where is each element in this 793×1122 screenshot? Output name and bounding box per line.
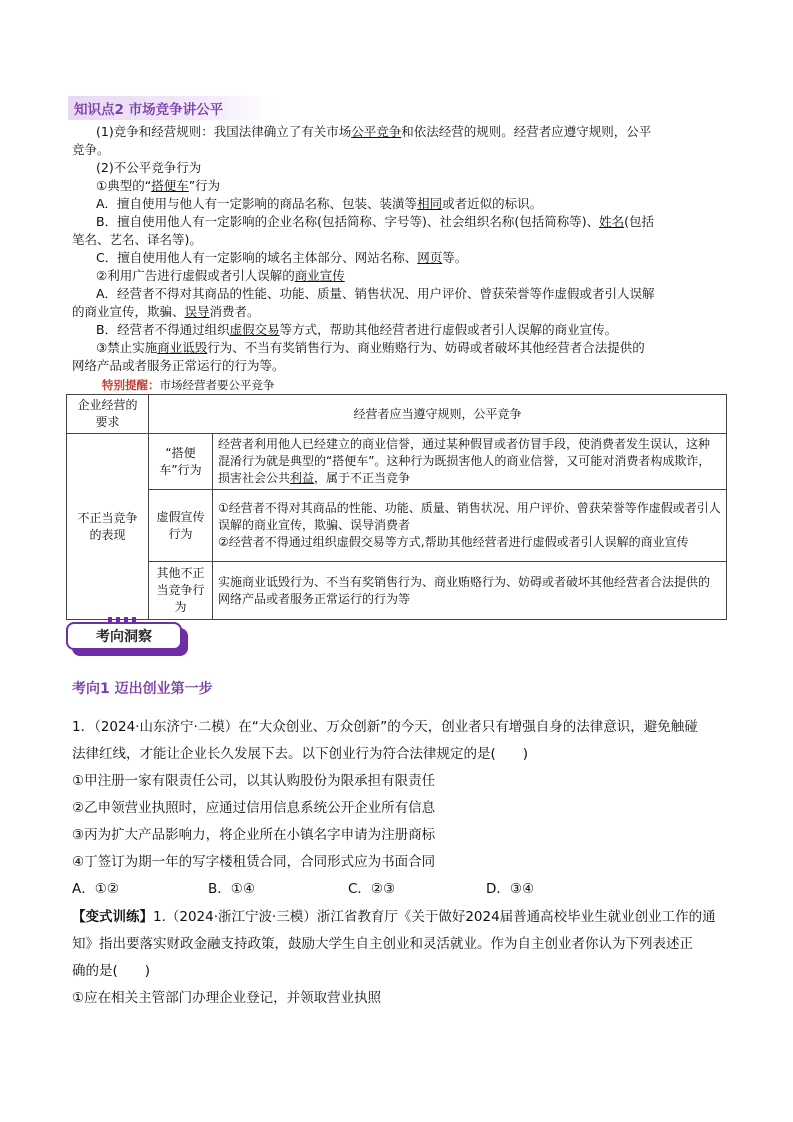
badge-decoration-icon: [106, 616, 142, 624]
text: ，属于不正当竞争: [314, 471, 411, 485]
question-1-line-1: 1．（2024·山东济宁·二模）在“大众创业、万众创新”的今天，创业者只有增强自身的法律意识，避免触碰: [72, 719, 698, 735]
underlined-term: 商业诋毁: [157, 340, 208, 355]
special-tip: [102, 376, 275, 394]
variant-training-tag: 【变式训练】: [72, 909, 153, 925]
question-1-option-1: ①甲注册一家有限责任公司，以其认购股份为限承担有限责任: [72, 773, 436, 789]
row-label-other: 其他不正当竞争行为: [149, 562, 213, 620]
subheading-unfair: (2)不公平竞争行为: [96, 160, 202, 175]
text: ①典型的“: [96, 178, 152, 193]
answer-a: A．①②: [72, 881, 119, 897]
underlined-term: 网页: [417, 250, 443, 265]
question-1-line-2: 法律红线，才能让企业长久发展下去。以下创业行为符合法律规定的是( ): [72, 746, 529, 762]
item-a: [96, 195, 542, 213]
item-ad-a-cont: [72, 303, 260, 321]
underlined-term: 利益: [290, 471, 315, 485]
underlined-term: 姓名: [599, 214, 625, 229]
row-label-free-riding: “搭便车”行为: [149, 434, 213, 490]
text: ②经营者不得通过组织虚假交易等方式,帮助其他经营者进行虚假或者引人误解的商业宣传: [218, 535, 689, 549]
text: 或者近似的标识。: [442, 196, 543, 211]
underlined-term: 虚假交易: [229, 322, 280, 337]
table-header-rule: 经营者应当遵守规则，公平竞争: [149, 395, 727, 434]
item-b: [96, 213, 654, 231]
text: ①经营者不得对其商品的性能、功能、质量、销售状况、用户评价、曾获荣誉等作虚假或者引人误解的商业宣传，欺骗、误导消费者: [218, 501, 721, 532]
row-content-other: 实施商业诋毁行为、不当有奖销售行为、商业贿赂行为、妨碍或者破坏其他经营者合法提供的网络产品或者服务正常运行的行为等: [213, 562, 727, 620]
text: B．擅自使用他人有一定影响的企业名称(包括简称、字号等)、社会组织名称(包括简称等)、: [96, 214, 600, 229]
badge-label: 考向洞察: [66, 622, 182, 650]
item-b-cont: 笔名、艺名、译名等)。: [72, 232, 202, 247]
item-prohibit: [96, 339, 645, 357]
underlined-term: 商业宣传: [294, 268, 345, 283]
answer-d: D．③④: [486, 881, 535, 897]
text: C．擅自使用他人有一定影响的域名主体部分、网站名称、: [96, 250, 418, 265]
text: (1)竞争和经营规则：我国法律确立了有关市场: [96, 124, 352, 139]
text: B．经营者不得通过组织: [96, 322, 230, 337]
question-1-option-3: ③丙为扩大产品影响力，将企业所在小镇名字申请为注册商标: [72, 827, 436, 843]
question-1-option-4: ④丁签订为期一年的写字楼租赁合同，合同形式应为书面合同: [72, 854, 436, 870]
section-badge: [66, 622, 190, 658]
question-2-option-1: ①应在相关主管部门办理企业登记，并领取营业执照: [72, 990, 382, 1006]
underlined-term: 相同: [417, 196, 443, 211]
text: ”行为: [188, 178, 221, 193]
comparison-table: [66, 394, 727, 620]
text: (包括: [624, 214, 654, 229]
tip-text: 市场经营者要公平竞争: [159, 378, 275, 392]
underlined-term: 公平竞争: [351, 124, 402, 139]
question-2-line-3: 确的是( ): [72, 963, 151, 979]
row-content-free-riding: [213, 434, 727, 490]
rule-line-1-cont: 竞争。: [72, 142, 110, 157]
text: ②利用广告进行虚假或者引人误解的: [96, 268, 295, 283]
row-content-false-ad: [213, 490, 727, 562]
text: 等方式，帮助其他经营者进行虚假或者引人误解的商业宣传。: [279, 322, 618, 337]
item-free-riding: [96, 177, 220, 195]
text: 等。: [442, 250, 468, 265]
question-1-option-2: ②乙申领营业执照时，应通过信用信息系统公开企业所有信息: [72, 800, 436, 816]
answer-c: C．②③: [348, 881, 396, 897]
underlined-term: 误导: [184, 304, 210, 319]
item-prohibit-cont: 网络产品或者服务正常运行的行为等。: [72, 358, 285, 373]
table-left-label: 不正当竞争的表现: [67, 434, 149, 620]
item-ad: [96, 267, 345, 285]
row-label-false-ad: 虚假宣传行为: [149, 490, 213, 562]
text: 和依法经营的规则。经营者应遵守规则，公平: [401, 124, 652, 139]
rule-line-1: [96, 123, 651, 141]
tip-label: 特别提醒：: [102, 378, 160, 392]
item-c: [96, 249, 467, 267]
answer-b: B．①④: [208, 881, 255, 897]
text: A．擅自使用与他人有一定影响的商品名称、包装、装潢等: [96, 196, 418, 211]
underlined-term: 搭便车: [151, 178, 189, 193]
direction-title: 考向1 迈出创业第一步: [72, 681, 213, 697]
text: 行为、不当有奖销售行为、商业贿赂行为、妨碍或者破坏其他经营者合法提供的: [207, 340, 645, 355]
text: 消费者。: [209, 304, 260, 319]
text: ③禁止实施: [96, 340, 158, 355]
table-header-requirement: 企业经营的要求: [67, 395, 149, 434]
section-title: 知识点2 市场竞争讲公平: [68, 96, 274, 120]
text: 经营者利用他人已经建立的商业信誉，通过某种假冒或者仿冒手段，使消费者发生误认，这种混淆行为就是典型的“搭便车”。这种行为既损害他人的商业信誉，又可能对消费者构成欺诈，损害社会公共: [218, 437, 711, 485]
question-2-line-1: [72, 907, 716, 927]
question-2-line-2: 知》指出要落实财政金融支持政策，鼓励大学生自主创业和灵活就业。作为自主创业者你认为下列表述正: [72, 936, 693, 952]
item-ad-b: [96, 321, 617, 339]
item-ad-a: A．经营者不得对其商品的性能、功能、质量、销售状况、用户评价、曾获荣誉等作虚假或者引人误解: [96, 286, 655, 301]
text: 的商业宣传，欺骗、: [72, 304, 185, 319]
text: 1.（2024·浙江宁波·三模）浙江省教育厅《关于做好2024届普通高校毕业生就业创业工作的通: [153, 909, 716, 925]
